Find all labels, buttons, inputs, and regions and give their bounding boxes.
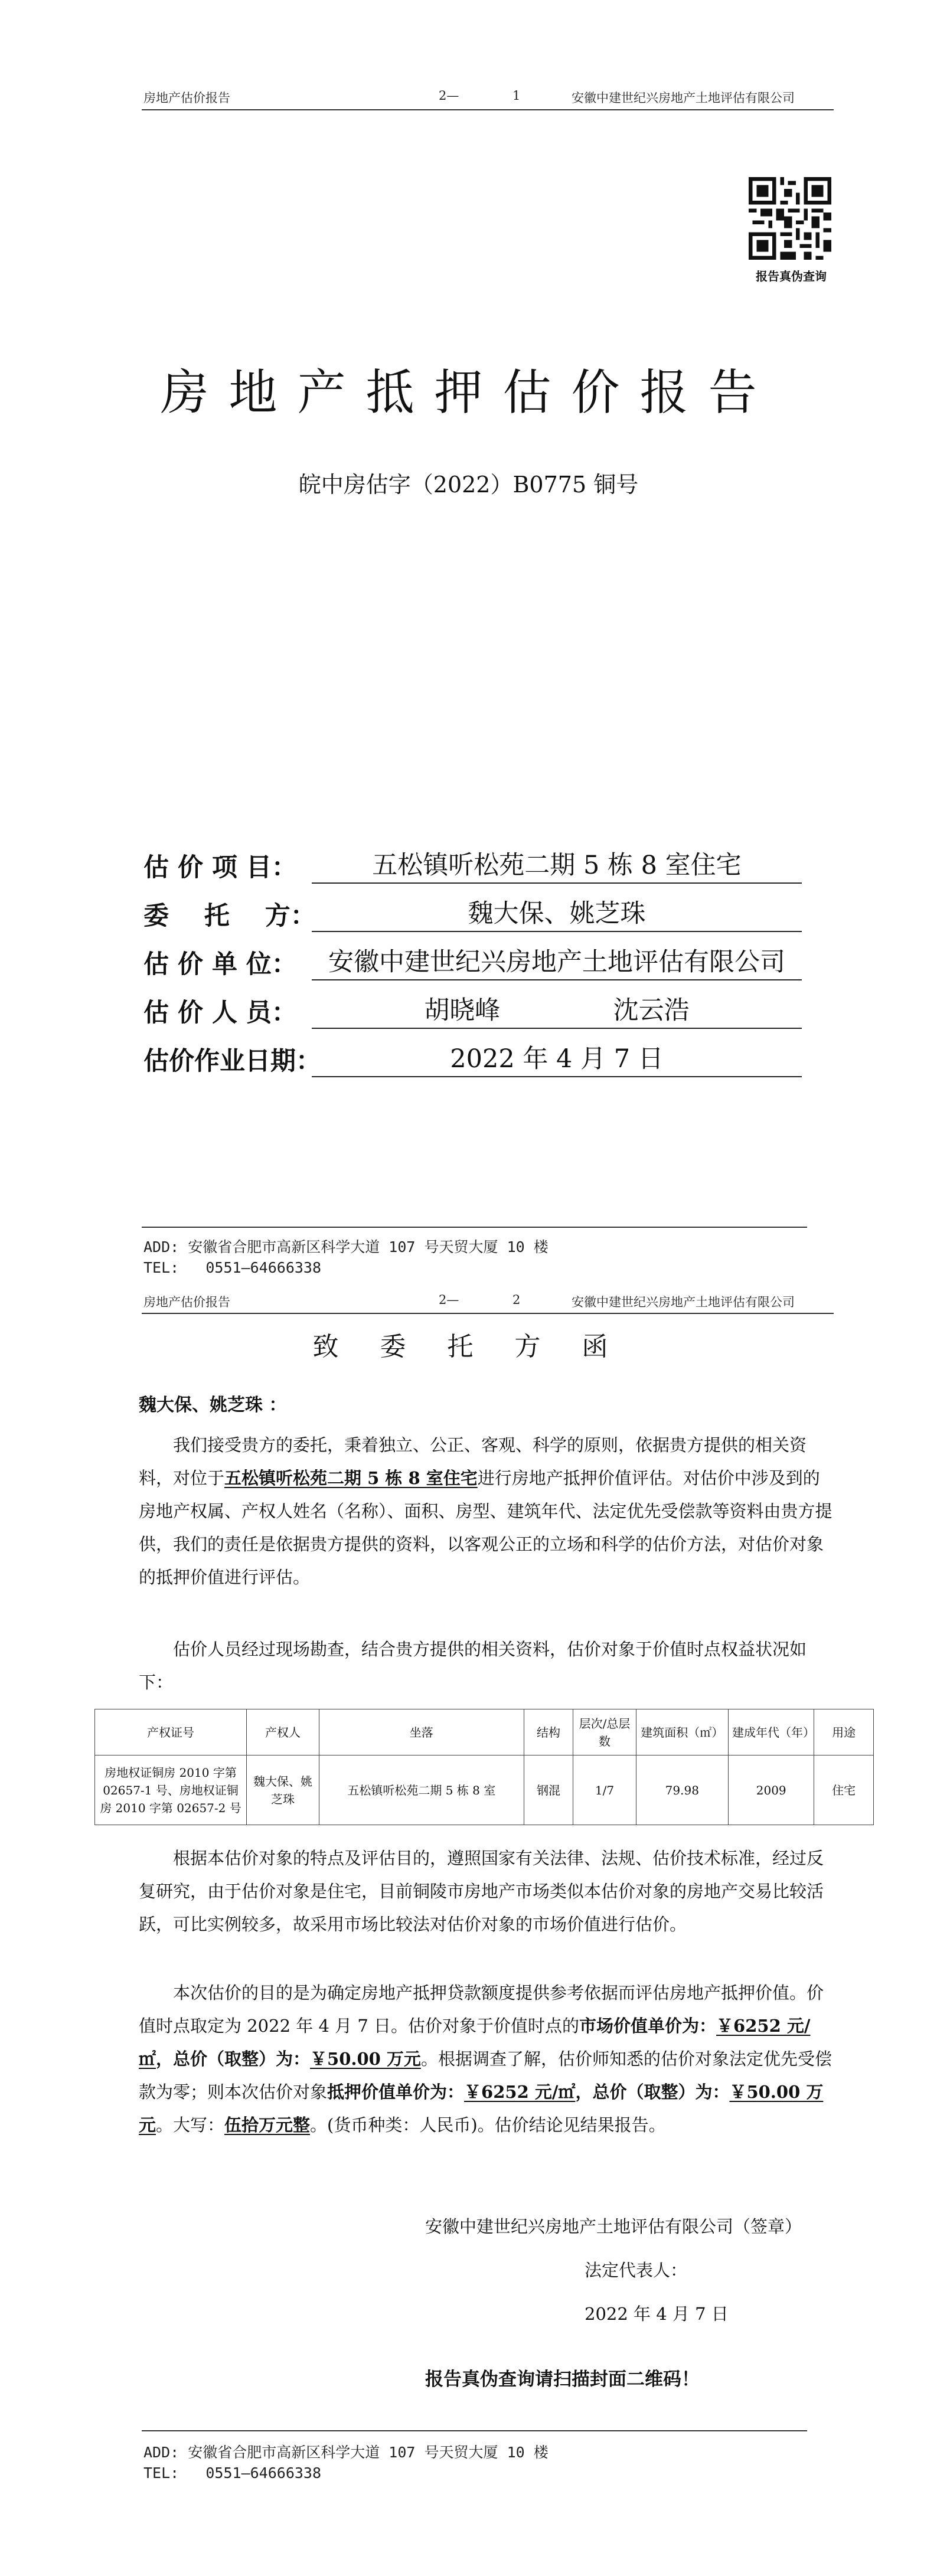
mortgage-unit-price: ￥6252 元/㎡ <box>464 2082 576 2102</box>
qr-caption: 报告真伪查询 <box>756 269 827 283</box>
field-client <box>143 894 802 932</box>
header-right: 安徽中建世纪兴房地产土地评估有限公司 <box>572 1295 795 1309</box>
paragraph-4 <box>139 1976 832 2142</box>
paragraph-3: 根据本估价对象的特点及评估目的，遵照国家有关法律、法规、估价技术标准，经过反复研究，由于估价对象是住宅，目前铜陵市房地产市场类似本估价对象的房地产交易比较活跃，可比实例较多，故采用市场比较法对估价对象的市场价值进行估价。 <box>139 1848 824 1934</box>
field-value: 胡晓峰 沈云浩 <box>312 990 802 1029</box>
field-value: 安徽中建世纪兴房地产土地评估有限公司 <box>312 942 802 980</box>
document-number: 皖中房估字（2022）B0775 铜号 <box>298 472 639 498</box>
footer-rule <box>142 2430 807 2431</box>
paragraph-text: 。(货币种类：人民币)。估价结论见结果报告。 <box>310 2115 666 2135</box>
mortgage-total-price: ￥50.00 万元 <box>139 2082 824 2135</box>
table-cell: 魏大保、姚芝珠 <box>247 1756 319 1825</box>
paragraph-text: 。大写： <box>156 2115 225 2135</box>
footer-rule <box>142 1227 807 1228</box>
market-unit-price: ￥6252 元/㎡ <box>139 2016 811 2069</box>
property-address: 五松镇听松苑二期 5 栋 8 室住宅 <box>224 1468 478 1488</box>
market-total-label: ，总价（取整）为： <box>156 2049 311 2069</box>
qr-code-icon <box>749 177 831 260</box>
field-label: 估 价 项 目： <box>143 853 297 882</box>
mortgage-total-label: ，总价（取整）为： <box>575 2082 730 2102</box>
market-unit-price-label: 市场价值单价为： <box>579 2016 717 2036</box>
field-label: 委 托 方： <box>143 901 316 931</box>
table-cell: 五松镇听松苑二期 5 栋 8 室 <box>319 1756 524 1825</box>
header-left: 房地产估价报告 <box>143 1295 230 1309</box>
footer-phone: TEL: 0551—64666338 <box>143 2464 322 2482</box>
signature-date: 2022 年 4 月 7 日 <box>585 2304 729 2324</box>
field-project <box>143 845 802 884</box>
table-cell: 住宅 <box>814 1756 874 1825</box>
field-appraiser-company <box>143 942 802 980</box>
table-header-cell: 结构 <box>524 1709 573 1756</box>
signature-company: 安徽中建世纪兴房地产土地评估有限公司（签章） <box>425 2217 802 2237</box>
table-cell: 79.98 <box>636 1756 728 1825</box>
field-label: 估 价 单 位： <box>143 950 297 979</box>
header-page-number: 2 <box>512 1293 521 1307</box>
table-cell: 2009 <box>729 1756 814 1825</box>
field-label: 估价作业日期： <box>143 1047 321 1076</box>
market-total-price: ￥50.00 万元 <box>310 2049 421 2069</box>
table-header-cell: 层次/总层数 <box>573 1709 636 1756</box>
table-cell: 1/7 <box>573 1756 636 1825</box>
table-header-cell: 产权人 <box>247 1709 319 1756</box>
letter-title: 致 委 托 方 函 <box>312 1332 625 1362</box>
paragraph-text: 进行房地产抵押价值评估。对估价中涉及到的房地产权属、产权人姓名（名称）、面积、房型、建筑年代、法定优先受偿款等资料由贵方提供，我们的责任是依据贵方提供的资料，以客观公正的立场和科学的估价方法，对估价对象的抵押价值进行评估。 <box>139 1468 832 1587</box>
header-page-prefix: 2— <box>439 1293 459 1307</box>
header-rule <box>142 109 834 110</box>
signature-legal-rep: 法定代表人： <box>585 2260 688 2280</box>
amount-in-words: 伍拾万元整 <box>224 2115 311 2135</box>
header-rule <box>142 1313 834 1314</box>
table-header-cell: 坐落 <box>319 1709 524 1756</box>
paragraph-text: 我们接受贵方的委托，秉着独立、公正、客观、科学的原则，依据贵方提供的相关资料，对位于 <box>139 1435 807 1488</box>
field-value: 魏大保、姚芝珠 <box>312 894 802 932</box>
paragraph-2: 估价人员经过现场勘查，结合贵方提供的相关资料，估价对象于价值时点权益状况如下： <box>139 1639 807 1692</box>
table-row <box>95 1756 874 1825</box>
table-cell: 钢混 <box>524 1756 573 1825</box>
field-appraisers <box>143 990 802 1029</box>
field-work-date <box>143 1039 802 1077</box>
field-label: 估 价 人 员： <box>143 998 297 1028</box>
table-header-cell: 建成年代（年） <box>729 1709 814 1756</box>
footer-phone: TEL: 0551—64666338 <box>143 1259 322 1276</box>
paragraph-text: 。根据调查了解，估价师知悉的估价对象法定优先受偿款为零；则本次估价对象 <box>139 2049 832 2102</box>
table-header-row <box>95 1709 874 1756</box>
salutation: 魏大保、姚芝珠 ： <box>139 1395 287 1416</box>
footer-address: ADD: 安徽省合肥市高新区科学大道 107 号天贸大厦 10 楼 <box>143 2444 549 2461</box>
footer-address: ADD: 安徽省合肥市高新区科学大道 107 号天贸大厦 10 楼 <box>143 1238 549 1256</box>
table-header-cell: 用途 <box>814 1709 874 1756</box>
table-cell: 房地权证铜房 2010 字第 02657-1 号、房地权证铜房 2010 字第 02657-2 号 <box>95 1756 247 1825</box>
field-value: 五松镇听松苑二期 5 栋 8 室住宅 <box>312 845 802 884</box>
report-title: 房地产抵押估价报告 <box>160 365 777 421</box>
header-page-number: 1 <box>512 89 521 103</box>
header-page-prefix: 2— <box>439 89 459 103</box>
paragraph-text: 本次估价的目的是为确定房地产抵押贷款额度提供参考依据而评估房地产抵押价值。价值时点取定为 2022 年 4 月 7 日。估价对象于价值时点的 <box>139 1983 824 2036</box>
mortgage-unit-price-label: 抵押价值单价为： <box>327 2082 465 2102</box>
verification-note: 报告真伪查询请扫描封面二维码！ <box>425 2369 700 2390</box>
header-right: 安徽中建世纪兴房地产土地评估有限公司 <box>572 91 795 105</box>
property-table <box>94 1709 874 1825</box>
header-left: 房地产估价报告 <box>143 91 230 105</box>
paragraph-1 <box>139 1428 832 1594</box>
table-header-cell: 产权证号 <box>95 1709 247 1756</box>
field-value: 2022 年 4 月 7 日 <box>312 1039 802 1077</box>
table-header-cell: 建筑面积（㎡） <box>636 1709 728 1756</box>
